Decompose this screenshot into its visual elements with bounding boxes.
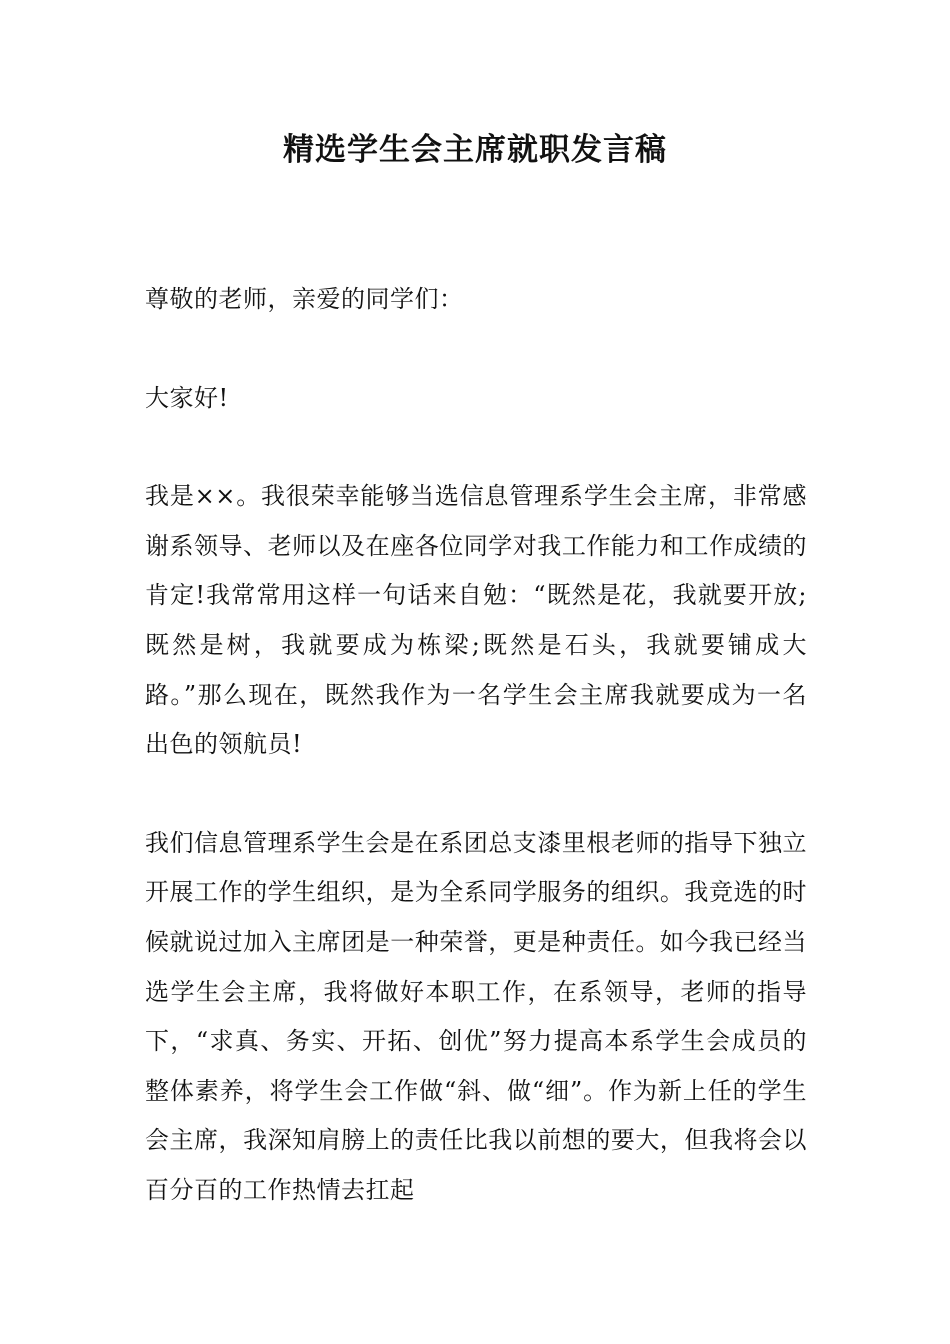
document-title: 精选学生会主席就职发言稿 bbox=[283, 132, 667, 168]
student-union-paragraph: 我们信息管理系学生会是在系团总支漆里根老师的指导下独立开展工作的学生组织，是为全系同学服务的组织。我竞选的时候就说过加入主席团是一种荣誉，更是种责任。如今我已经当选学生会主席，我将做好本职工作，在系领导，老师的指导下，“求真、务实、开拓、创优”努力提高本系学生会成员的整体素养，将学生会工作做“斜、做“细”。作为新上任的学生会主席，我深知肩膀上的责任比我以前想的要大，但我将会以百分百的工作热情去扛起 bbox=[145, 828, 807, 1204]
greeting-paragraph: 大家好! bbox=[145, 383, 229, 412]
introduction-paragraph: 我是××。我很荣幸能够当选信息管理系学生会主席，非常感谢系领导、老师以及在座各位同学对我工作能力和工作成绩的肯定!我常常用这样一句话来自勉：“既然是花，我就要开放;既然是树，我就要成为栋梁;既然是石头，我就要铺成大路。”那么现在，既然我作为一名学生会主席我就要成为一名出色的领航员! bbox=[145, 482, 807, 759]
salutation-paragraph: 尊敬的老师，亲爱的同学们： bbox=[145, 285, 464, 313]
document-body bbox=[145, 275, 807, 1216]
